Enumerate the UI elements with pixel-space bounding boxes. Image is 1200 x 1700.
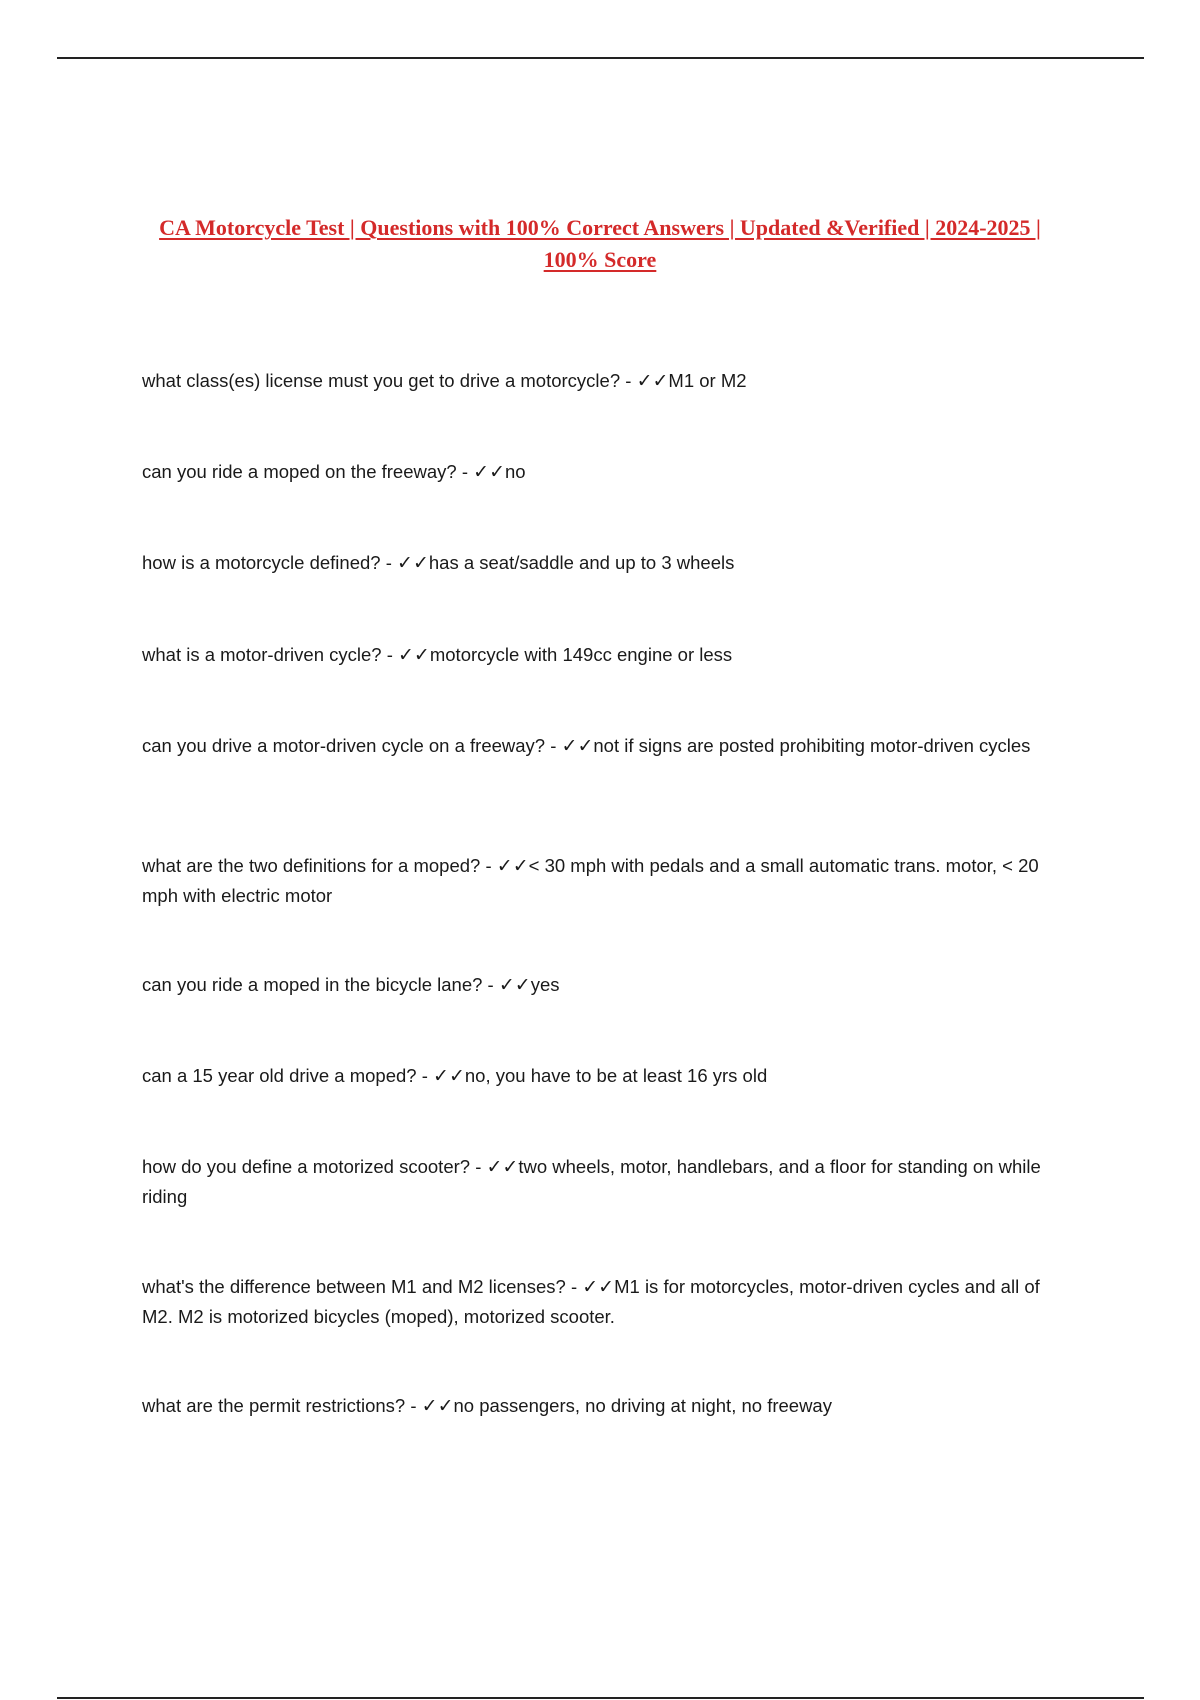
question-text: what is a motor-driven cycle? xyxy=(142,644,382,665)
separator: - xyxy=(416,1065,434,1086)
qa-item xyxy=(142,1391,1062,1421)
double-check-icon: ✓✓ xyxy=(486,1156,519,1178)
question-text: can you ride a moped on the freeway? xyxy=(142,461,457,482)
double-check-icon: ✓✓ xyxy=(433,1065,465,1087)
document-title: CA Motorcycle Test | Questions with 100% Correct Answers | Updated &Verified | 2024-2025 | 100% Score xyxy=(159,215,1041,272)
answer-text: two wheels, motor, handlebars, and a floor for standing on while riding xyxy=(142,1156,1041,1207)
question-text: can a 15 year old drive a moped? xyxy=(142,1065,417,1086)
double-check-icon: ✓✓ xyxy=(498,974,531,996)
double-check-icon: ✓✓ xyxy=(561,735,594,757)
qa-item xyxy=(142,366,1062,396)
question-text: what class(es) license must you get to drive a motorcycle? xyxy=(142,370,621,391)
qa-item xyxy=(142,548,1062,578)
qa-item xyxy=(142,1272,1062,1331)
separator: - xyxy=(380,552,398,573)
double-check-icon: ✓✓ xyxy=(398,644,430,666)
double-check-icon: ✓✓ xyxy=(473,461,505,483)
question-text: what are the two definitions for a moped? xyxy=(142,855,481,876)
qa-item xyxy=(142,731,1062,761)
question-text: can you drive a motor-driven cycle on a freeway? xyxy=(142,735,546,756)
answer-text: < 30 mph with pedals and a small automatic trans. motor, < 20 mph with electric motor xyxy=(142,855,1039,906)
qa-item xyxy=(142,1152,1062,1211)
answer-text: M1 or M2 xyxy=(668,370,747,391)
answer-text: not if signs are posted prohibiting motor-driven cycles xyxy=(593,735,1031,756)
top-rule xyxy=(57,57,1144,59)
double-check-icon: ✓✓ xyxy=(421,1395,454,1417)
double-check-icon: ✓✓ xyxy=(397,552,429,574)
qa-item xyxy=(142,640,1062,670)
qa-item xyxy=(142,457,1062,487)
separator: - xyxy=(482,974,499,995)
separator: - xyxy=(480,855,497,876)
qa-item xyxy=(142,1061,1062,1091)
separator: - xyxy=(620,370,637,391)
question-text: what's the difference between M1 and M2 licenses? xyxy=(142,1276,566,1297)
question-text: what are the permit restrictions? xyxy=(142,1395,406,1416)
separator: - xyxy=(456,461,474,482)
answer-text: no passengers, no driving at night, no freeway xyxy=(453,1395,832,1416)
double-check-icon: ✓✓ xyxy=(636,370,669,392)
separator: - xyxy=(545,735,562,756)
qa-item xyxy=(142,970,1062,1000)
separator: - xyxy=(565,1276,583,1297)
answer-text: yes xyxy=(530,974,560,995)
answer-text: no, you have to be at least 16 yrs old xyxy=(464,1065,768,1086)
answer-text: no xyxy=(505,461,526,482)
bottom-rule xyxy=(57,1697,1144,1699)
separator: - xyxy=(405,1395,422,1416)
qa-item xyxy=(142,851,1062,910)
answer-text: motorcycle with 149cc engine or less xyxy=(429,644,733,665)
separator: - xyxy=(381,644,399,665)
double-check-icon: ✓✓ xyxy=(496,855,529,877)
answer-text: has a seat/saddle and up to 3 wheels xyxy=(428,552,735,573)
double-check-icon: ✓✓ xyxy=(582,1276,615,1298)
question-text: can you ride a moped in the bicycle lane? xyxy=(142,974,483,995)
separator: - xyxy=(470,1156,487,1177)
question-text: how do you define a motorized scooter? xyxy=(142,1156,471,1177)
answer-text: M1 is for motorcycles, motor-driven cycles and all of M2. M2 is motorized bicycles (moped), motorized scooter. xyxy=(142,1276,1040,1327)
question-text: how is a motorcycle defined? xyxy=(142,552,381,573)
